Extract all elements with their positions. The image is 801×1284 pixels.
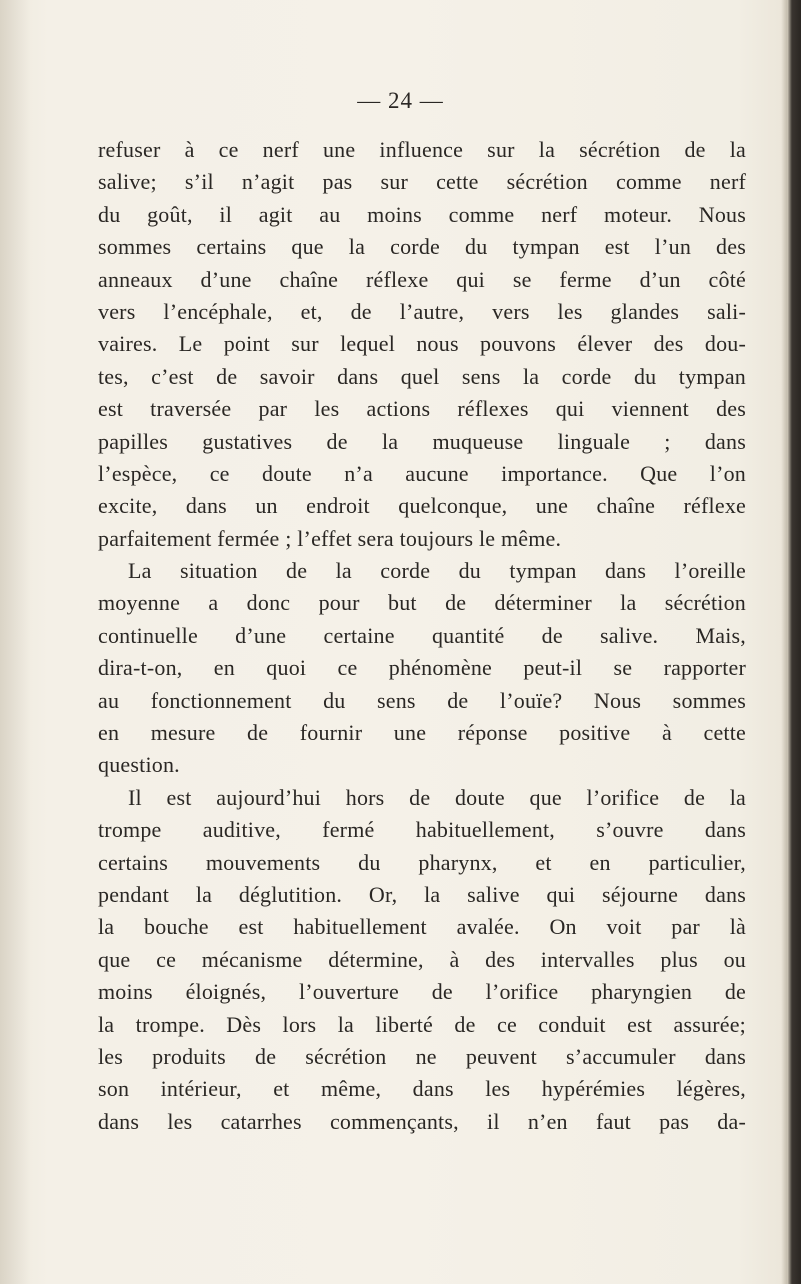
text-line: trompe auditive, fermé habituellement, s’ouvre dans — [98, 817, 746, 843]
text-line: la bouche est habituellement avalée. On voit par là — [98, 914, 746, 940]
text-line: tes, c’est de savoir dans quel sens la corde du tympan — [98, 363, 746, 389]
text-line: que ce mécanisme détermine, à des intervalles plus ou — [98, 946, 746, 972]
text-line: continuelle d’une certaine quantité de salive. Mais, — [98, 622, 746, 648]
text-line: vaires. Le point sur lequel nous pouvons élever des dou- — [98, 331, 746, 357]
text-line: parfaitement fermée ; l’effet sera toujours le même. — [98, 525, 562, 551]
text-line: refuser à ce nerf une influence sur la sécrétion de la — [98, 137, 746, 162]
text-line: au fonctionnement du sens de l’ouïe? Nous sommes — [98, 687, 746, 713]
text-line: anneaux d’une chaîne réflexe qui se ferme d’un côté — [98, 266, 746, 292]
text-line: son intérieur, et même, dans les hypérémies légères, — [98, 1076, 746, 1102]
text-line: papilles gustatives de la muqueuse linguale ; dans — [98, 428, 746, 454]
text-line: moins éloignés, l’ouverture de l’orifice pharyngien de — [98, 979, 746, 1005]
text-line: moyenne a donc pour but de déterminer la sécrétion — [98, 590, 746, 616]
page-number: — 24 — — [357, 88, 444, 113]
text-line: excite, dans un endroit quelconque, une chaîne réflexe — [98, 493, 746, 519]
text-line: pendant la déglutition. Or, la salive qui séjourne dans — [98, 881, 746, 907]
text-line: dans les catarrhes commençants, il n’en faut pas da- — [98, 1108, 746, 1134]
text-line: est traversée par les actions réflexes qui viennent des — [98, 396, 746, 422]
text-line: dira-t-on, en quoi ce phénomène peut-il se rapporter — [98, 655, 746, 681]
text-line: Il est aujourd’hui hors de doute que l’orifice de la — [128, 784, 746, 810]
text-line: sommes certains que la corde du tympan est l’un des — [98, 234, 746, 260]
text-line: la trompe. Dès lors la liberté de ce conduit est assurée; — [98, 1011, 746, 1037]
text-line: du goût, il agit au moins comme nerf moteur. Nous — [98, 201, 746, 227]
text-line: l’espèce, ce doute n’a aucune importance. Que l’on — [98, 460, 746, 486]
text-line: question. — [98, 752, 180, 778]
text-line: salive; s’il n’agit pas sur cette sécrétion comme nerf — [98, 169, 746, 195]
text-line: La situation de la corde du tympan dans l’oreille — [128, 558, 746, 584]
text-line: les produits de sécrétion ne peuvent s’accumuler dans — [98, 1043, 746, 1069]
page-gutter-shadow — [0, 0, 30, 1284]
text-line: vers l’encéphale, et, de l’autre, vers les glandes sali- — [98, 298, 746, 324]
text-line: en mesure de fournir une réponse positive à cette — [98, 720, 746, 746]
text-line: certains mouvements du pharynx, et en particulier, — [98, 849, 746, 875]
body-text — [98, 134, 746, 1138]
page-right-edge — [787, 0, 801, 1284]
